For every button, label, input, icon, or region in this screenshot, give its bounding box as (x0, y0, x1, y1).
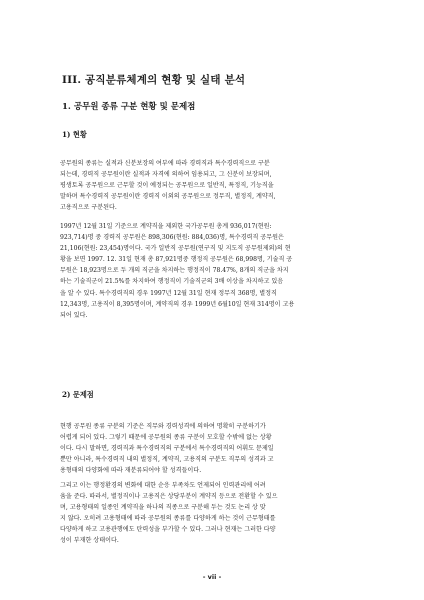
page-number: - vii - (202, 573, 222, 581)
text-line: 1997년 12월 31일 기준으로 계약직을 제외한 국가공무원 총계 936,017(현원: (60, 223, 272, 230)
text-line: 말하며 특수경력직 공무원이란 경력직 이외의 공무원으로 정무직, 별정직, 계약직, (60, 193, 276, 201)
subsection-title-problems: 2) 문제점 (62, 390, 94, 399)
text-line: 이다. 다시 말하면, 경력직과 특수경력직의 구분에서 특수경력직의 어휘도 문제일 (60, 445, 274, 453)
text-line: 며, 고용형태의 일종인 계약직을 하나의 직종으로 구분해 두는 것도 논리 상 맞 (60, 504, 266, 512)
paragraph-4 (60, 480, 364, 547)
text-line: 을 알 수 있다. 특수경력직의 경우 1997년 12월 31일 현재 정무직 368명, 별정직 (60, 289, 277, 297)
text-line: 공무원의 종류는 실적과 신분보장의 여부에 따라 경력직과 특수경력직으로 구분 (60, 160, 270, 167)
text-line: 되는데, 경력직 공무원이란 실적과 자격에 의하여 임용되고, 그 신분이 보장되며, (60, 171, 272, 179)
text-line: 어렵게 되어 있다. 그렇기 때문에 공무원의 종류 구분이 모호할 수밖에 없는 상황 (60, 434, 272, 442)
chapter-title: III. 공직분류체계의 현황 및 실태 분석 (62, 74, 246, 86)
paragraph-1 (60, 158, 364, 213)
text-line: 12,343명, 고용직이 8,395명이며, 계약직의 경우 1999년 6월10일 현재 314명이 고용 (60, 300, 295, 308)
text-line: 지 않다. 오히려 고용형태에 따라 공무원의 종류를 다양하게 하는 것이 근무형태를 (60, 515, 276, 523)
subsection-title-status: 1) 현황 (62, 130, 87, 139)
text-line: 용형태의 다양화에 따라 재분류되어야 할 성격들이다. (60, 467, 202, 475)
text-line: 다양하게 하고 고용관행에도 탄력성을 부가할 수 있다. 그러나 현재는 그러한 다양 (60, 526, 276, 534)
text-line: 현행 공무원 종류 구분의 기준은 직무와 경력성격에 의하여 명확히 구분하기가 (60, 423, 266, 430)
text-line: 고용직으로 구분된다. (60, 204, 117, 212)
text-line: 황을 보면 1997. 12. 31일 현재 총 87,921명중 행정직 공무원은 68,998명, 기술직 공 (60, 256, 293, 264)
text-line: 되어 있다. (60, 311, 88, 319)
paragraph-3 (60, 421, 364, 476)
text-line: 뿐만 아니라, 특수경력직 내의 별정직, 계약직, 고용직의 구분도 직무의 성격과 고 (60, 456, 274, 464)
text-line: 21,106(현원: 23,454)명이다. 국가 일반직 공무원(연구직 및 지도직 공무원제외)의 현 (60, 245, 291, 253)
text-line: 그리고 이는 행정환경의 변화에 대한 순응 부족차도 언제되어 인력관리에 어려 (60, 482, 266, 489)
text-line: 하는 기술직군이 21.5%를 차지하여 행정직이 기술직군의 3배 이상을 차지하고 있음 (60, 278, 284, 286)
text-line: 성이 부재한 상태이다. (60, 537, 119, 545)
paragraph-2 (60, 221, 364, 321)
text-line: 움을 준다. 따라서, 별정직이나 고용직은 상당부분이 계약직 등으로 전환할 수 있으 (60, 493, 278, 501)
text-line: 평생토록 공무원으로 근무할 것이 예정되는 공무원으로 일반직, 특정직, 기능직을 (60, 182, 274, 190)
text-line: 무원은 18,923명으로 두 개의 직군을 차지하는 행정직이 78.47%, 8개의 직군을 차지 (60, 267, 289, 275)
text-line: 923,714)명 중 경력직 공무원은 898,306(현원: 884,036)명, 특수경력직 공무원은 (60, 234, 284, 242)
section-title: 1. 공무원 종류 구분 현황 및 문제점 (62, 102, 196, 112)
